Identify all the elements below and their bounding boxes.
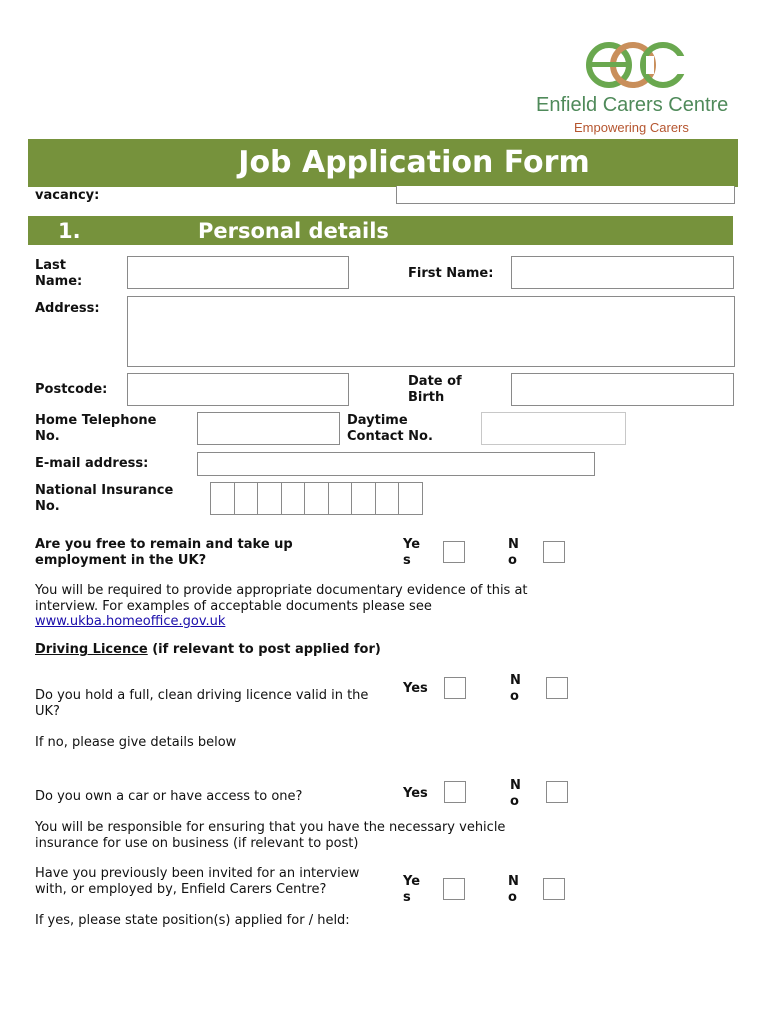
- licence-no-checkbox[interactable]: [546, 677, 568, 699]
- dob-label: Date of Birth: [408, 374, 462, 405]
- last-name-field[interactable]: [127, 256, 349, 289]
- evidence-sentence: You will be required to provide appropriate documentary evidence of this at interview. For examples of acceptable documents please see: [35, 583, 528, 614]
- previous-yes-label: Ye s: [403, 874, 421, 905]
- remain-yes-label: Ye s: [403, 537, 421, 568]
- ni-label: National Insurance No.: [35, 483, 174, 514]
- licence-yes-checkbox[interactable]: [444, 677, 466, 699]
- licence-yes-label: Yes: [403, 681, 428, 696]
- remain-question: Are you free to remain and take up employment in the UK?: [35, 537, 293, 568]
- ni-char-box[interactable]: [398, 482, 423, 515]
- previous-question: Have you previously been invited for an interview with, or employed by, Enfield Carers Centre?: [35, 866, 360, 897]
- ni-char-box[interactable]: [304, 482, 329, 515]
- last-name-label: Last Name:: [35, 258, 83, 289]
- remain-yes-checkbox[interactable]: [443, 541, 465, 563]
- ni-char-box[interactable]: [328, 482, 353, 515]
- ni-char-box[interactable]: [281, 482, 306, 515]
- car-yes-checkbox[interactable]: [444, 781, 466, 803]
- vacancy-label: vacancy:: [35, 188, 100, 203]
- page-title: Job Application Form: [238, 145, 590, 180]
- address-line-2[interactable]: [127, 319, 735, 343]
- previous-no-checkbox[interactable]: [543, 878, 565, 900]
- ni-char-box[interactable]: [351, 482, 376, 515]
- ecc-logo-mark: [530, 36, 745, 96]
- daytime-field[interactable]: [481, 412, 626, 445]
- driving-heading-block: [35, 642, 385, 658]
- driving-licence-note: (if relevant to post applied for): [147, 642, 381, 657]
- home-tel-field[interactable]: [197, 412, 340, 445]
- logo-tagline: Empowering Carers: [574, 120, 689, 135]
- logo: [530, 36, 745, 140]
- email-label: E-mail address:: [35, 456, 149, 471]
- ni-char-box[interactable]: [210, 482, 235, 515]
- insurance-text: You will be responsible for ensuring that you have the necessary vehicle insurance for use on business (if relevant to post): [35, 820, 506, 851]
- ukba-link[interactable]: www.ukba.homeoffice.gov.uk: [35, 614, 226, 629]
- car-question: Do you own a car or have access to one?: [35, 789, 303, 804]
- address-line-1[interactable]: [127, 296, 735, 320]
- licence-no-label: N o: [510, 673, 521, 704]
- address-line-3[interactable]: [127, 342, 735, 367]
- first-name-field[interactable]: [511, 256, 734, 289]
- home-tel-label: Home Telephone No.: [35, 413, 157, 444]
- licence-question: Do you hold a full, clean driving licence valid in the UK?: [35, 688, 369, 719]
- driving-licence-heading: Driving Licence: [35, 642, 148, 657]
- car-no-checkbox[interactable]: [546, 781, 568, 803]
- first-name-label: First Name:: [408, 266, 494, 281]
- if-no-text: If no, please give details below: [35, 735, 237, 750]
- postcode-field[interactable]: [127, 373, 349, 406]
- daytime-label: Daytime Contact No.: [347, 413, 433, 444]
- email-field[interactable]: [197, 452, 595, 476]
- ni-char-box[interactable]: [234, 482, 259, 515]
- address-label: Address:: [35, 301, 100, 316]
- ni-boxes[interactable]: [211, 482, 423, 515]
- evidence-text: [35, 583, 575, 630]
- ni-char-box[interactable]: [257, 482, 282, 515]
- car-yes-label: Yes: [403, 786, 428, 801]
- section-number: 1.: [58, 219, 81, 243]
- car-no-label: N o: [510, 778, 521, 809]
- dob-field[interactable]: [511, 373, 734, 406]
- if-yes-text: If yes, please state position(s) applied for / held:: [35, 913, 350, 928]
- ni-char-box[interactable]: [375, 482, 400, 515]
- vacancy-field[interactable]: [396, 186, 735, 204]
- section-title: Personal details: [198, 219, 389, 243]
- previous-no-label: N o: [508, 874, 519, 905]
- remain-no-label: N o: [508, 537, 519, 568]
- logo-org-name: Enfield Carers Centre: [536, 94, 729, 116]
- remain-no-checkbox[interactable]: [543, 541, 565, 563]
- previous-yes-checkbox[interactable]: [443, 878, 465, 900]
- postcode-label: Postcode:: [35, 382, 108, 397]
